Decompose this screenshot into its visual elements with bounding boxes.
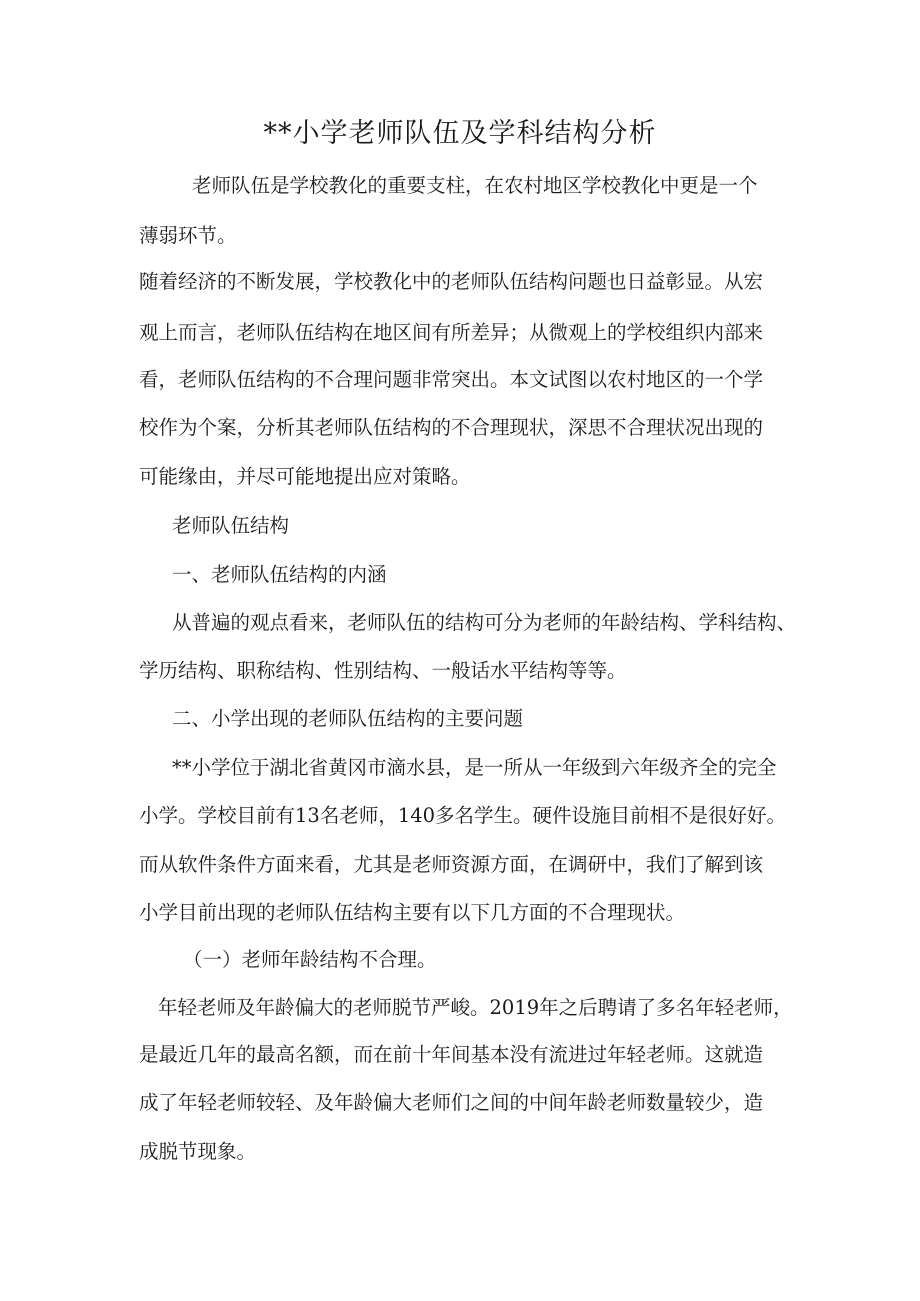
paragraph-line: 小学目前出现的老师队伍结构主要有以下几方面的不合理现状。 xyxy=(139,901,686,924)
paragraph-line: 成脱节现象。 xyxy=(139,1140,257,1163)
paragraph-line: **小学位于湖北省黄冈市滴水县，是一所从一年级到六年级齐全的完全 xyxy=(172,756,777,779)
paragraph-line: 学历结构、职称结构、性别结构、一般话水平结构等等。 xyxy=(139,659,627,682)
section-heading: 老师队伍结构 xyxy=(172,514,290,537)
paragraph-line: 年轻老师及年龄偏大的老师脱节严峻。2019年之后聘请了多名年轻老师， xyxy=(158,996,793,1019)
paragraph-line: 观上而言，老师队伍结构在地区间有所差异；从微观上的学校组织内部来 xyxy=(139,321,764,344)
section-heading: 一、老师队伍结构的内涵 xyxy=(172,563,387,586)
paragraph-line: 而从软件条件方面来看，尤其是老师资源方面，在调研中，我们了解到该 xyxy=(139,853,764,876)
paragraph-line: 是最近几年的最高名额，而在前十年间基本没有流进过年轻老师。这就造 xyxy=(139,1043,764,1066)
paragraph-line: 薄弱环节。 xyxy=(139,224,237,247)
document-title: **小学老师队伍及学科结构分析 xyxy=(263,118,657,149)
paragraph-line: 从普遍的观点看来，老师队伍的结构可分为老师的年龄结构、学科结构、 xyxy=(172,611,797,634)
subsection-heading: （一）老师年龄结构不合理。 xyxy=(183,948,437,971)
paragraph-line: 成了年轻老师较轻、及年龄偏大老师们之间的中间年龄老师数量较少，造 xyxy=(139,1091,764,1114)
paragraph-line: 可能缘由，并尽可能地提出应对策略。 xyxy=(139,465,471,488)
paragraph-line: 小学。学校目前有13名老师，140多名学生。硬件设施目前相不是很好好。 xyxy=(139,804,787,827)
paragraph-line: 老师队伍是学校教化的重要支柱，在农村地区学校教化中更是一个 xyxy=(192,174,758,197)
paragraph-line: 看，老师队伍结构的不合理问题非常突出。本文试图以农村地区的一个学 xyxy=(139,368,764,391)
paragraph-line: 校作为个案，分析其老师队伍结构的不合理现状，深思不合理状况出现的 xyxy=(139,416,764,439)
paragraph-line: 随着经济的不断发展，学校教化中的老师队伍结构问题也日益彰显。从宏 xyxy=(139,270,764,293)
section-heading: 二、小学出现的老师队伍结构的主要问题 xyxy=(172,707,524,730)
